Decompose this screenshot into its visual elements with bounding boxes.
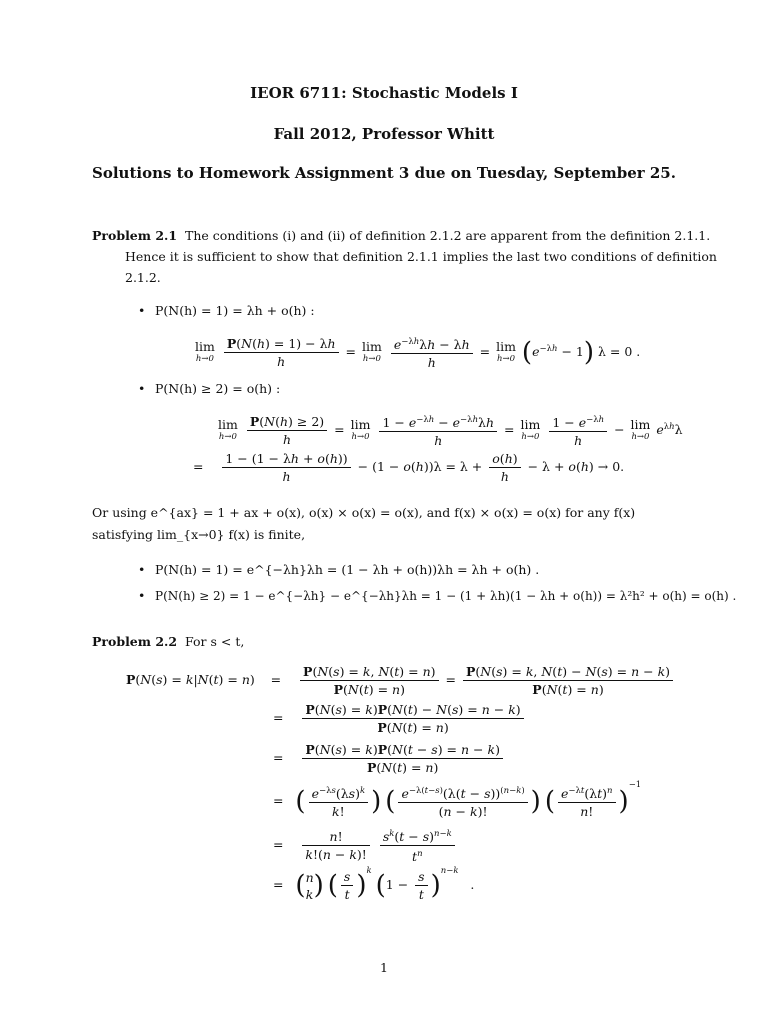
problem-2-1-intro-line-3: 2.1.2. bbox=[125, 270, 161, 285]
derivation-line-2: = $\frac{P(N(s) = k)P(N(t) - N(s) = n - k)}{P(N(t) = n)}$ bbox=[273, 701, 527, 736]
bullet-dot: • bbox=[138, 588, 146, 603]
derivation-line-4: = ( $\frac{e^{-\lambda s}(\lambda s)^k}{k!}$ ) ( $\frac{e^{-\lambda(t-s)}(\lambda(t - s))^{(n-k)}}{(n - k)!}$ ) ( $\frac{e^{-\lambda t}(\lambda t)^n}{n!}$ )$^{-1}$ bbox=[273, 780, 642, 820]
assignment-subtitle: Solutions to Homework Assignment 3 due on Tuesday, September 25. bbox=[92, 164, 676, 182]
problem-2-1-intro-text-1: The conditions (i) and (ii) of definition 2.1.2 are apparent from the definition 2.1.1. bbox=[185, 228, 711, 243]
equation-p-n-h-ge-2-line-1: lim h→0 $\frac{P(N(h) \ge 2)}{h}$ = lim h→0 $\frac{1 - e^{-\lambda h} - e^{-\lambda h}\lambda h}{h}$ = lim h→0 $\frac{1 - e^{-\lambda h}}{h}$ − lim h→0 $e^{\lambda h}\lambda$ bbox=[216, 412, 683, 449]
bullet-dot: • bbox=[138, 562, 146, 577]
bullet-2-heading: P(N(h) ≥ 2) = o(h) : bbox=[155, 381, 281, 396]
derivation-line-3: = $\frac{P(N(s) = k)P(N(t - s) = n - k)}{P(N(t) = n)}$ bbox=[273, 741, 506, 776]
equation-p-n-h-1: lim h→0 $\frac{P(N(h) = 1) - \lambda h}{h}$ = lim h→0 $\frac{e^{-\lambda h}\lambda h - \lambda h}{h}$ = lim h→0 $(e^{-\lambda h} - 1) \lambda = 0$ . bbox=[193, 334, 640, 371]
bullet-dot: • bbox=[138, 303, 146, 318]
course-title: IEOR 6711: Stochastic Models I bbox=[250, 84, 518, 102]
problem-2-2-label: Problem 2.2 bbox=[92, 634, 178, 649]
bullet-dot: • bbox=[138, 381, 146, 396]
equation-p-n-h-ge-2-line-2: = $\frac{1 - (1 - \lambda h + o(h))}{h}$ − (1 − o(h))λ = λ + $\frac{o(h)}{h}$ − λ + o(h) → 0. bbox=[193, 451, 625, 484]
bullet-3-equation: P(N(h) = 1) = e^{−λh}λh = (1 − λh + o(h))λh = λh + o(h) . bbox=[155, 562, 540, 577]
bullet-1-heading: P(N(h) = 1) = λh + o(h) : bbox=[155, 303, 315, 318]
derivation-line-1: P(N(s) = k|N(t) = n) = $\frac{P(N(s) = k, N(t) = n)}{P(N(t) = n)}$ = $\frac{P(N(s) = k, N(t) - N(s) = n - k)}{P(N(t) = n)}$ bbox=[126, 663, 676, 698]
bullet-4-equation: P(N(h) ≥ 2) = 1 − e^{−λh} − e^{−λh}λh = 1 − (1 + λh)(1 − λh + o(h)) = λ²h² + o(h) = o(h) . bbox=[155, 589, 737, 603]
problem-2-1-label: Problem 2.1 bbox=[92, 228, 178, 243]
term-line: Fall 2012, Professor Whitt bbox=[273, 125, 495, 143]
derivation-line-6: = ( n k ) ( $\frac{s}{t}$ )$^k$ (1 − $\frac{s}{t}$ )$^{n-k}$ . bbox=[273, 866, 475, 902]
derivation-line-5: = $\frac{n!}{k!(n - k)!}$ $\frac{s^k(t - s)^{n-k}}{t^n}$ bbox=[273, 826, 458, 865]
problem-2-2-intro bbox=[92, 631, 244, 653]
page-number: 1 bbox=[380, 960, 388, 975]
alternative-text-line-1: Or using e^{ax} = 1 + ax + o(x), o(x) × o(x) = o(x), and f(x) × o(x) = o(x) for any f(x) bbox=[92, 505, 636, 520]
problem-2-2-intro-text: For s < t, bbox=[185, 634, 245, 649]
problem-2-1-intro-line-2: Hence it is sufficient to show that definition 2.1.1 implies the last two conditions of definition bbox=[125, 249, 717, 264]
alternative-text-line-2: satisfying lim_{x→0} f(x) is finite, bbox=[92, 527, 306, 542]
problem-2-1-intro-line-1 bbox=[92, 225, 710, 247]
